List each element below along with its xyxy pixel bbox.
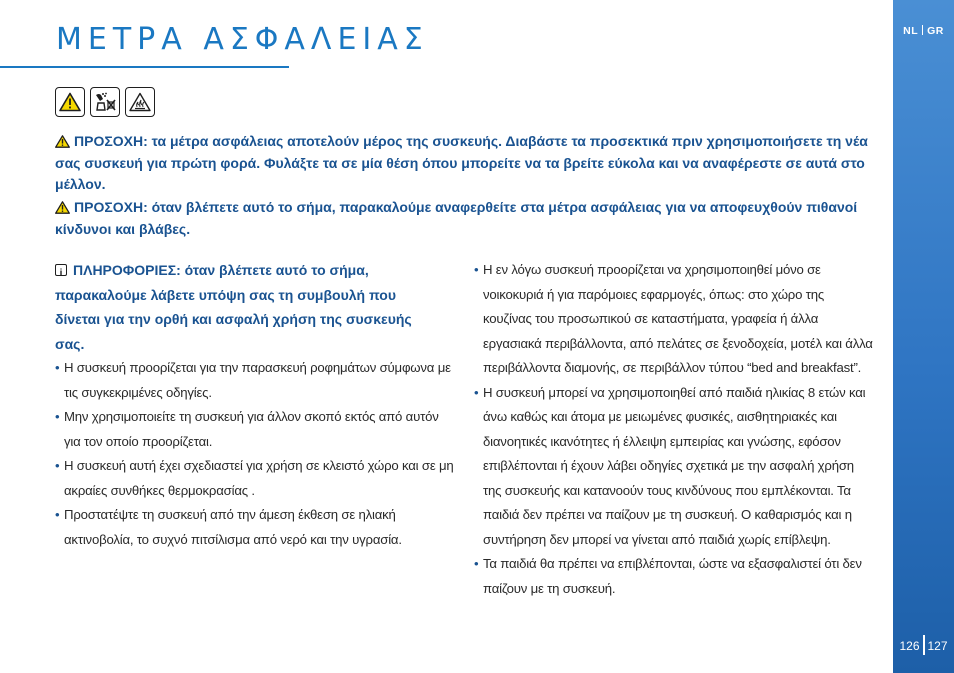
caution-sign-text: ΠΡΟΣΟΧΗ: όταν βλέπετε αυτό το σήμα, παρακαλούμε αναφερθείτε στα μέτρα ασφάλειας για να αποφευχθούν πιθανοί κίνδυνοι και βλάβες. (55, 199, 858, 237)
caution-text: ΠΡΟΣΟΧΗ: τα μέτρα ασφάλειας αποτελούν μέρος της συσκευής. Διαβάστε τα προσεκτικά πριν χρησιμοποιήσετε τη νέα σας συσκευή για πρώτη φορά. Φυλάξτε τα σε μία θέση όπου μπορείτε να τα βρείτε εύκολα και να αναφέρεστε σε αυτά στο μέλλον. (55, 133, 868, 192)
info-heading (55, 258, 415, 356)
list-item (474, 552, 874, 601)
lang-tab-gr[interactable]: GR (927, 25, 944, 37)
bullet-mark: • (55, 507, 60, 522)
warning-triangle-icon (55, 135, 70, 148)
safety-icons-row (55, 87, 155, 117)
bullet-mark: • (474, 262, 479, 277)
bullet-mark: • (474, 384, 479, 400)
warning-triangle-icon (55, 201, 70, 214)
list-item-text: Η συσκευή μπορεί να χρησιμοποιηθεί από παιδιά ηλικίας 8 ετών και άνω καθώς και άτομα με μειωμένες φυσικές, αισθητηριακές και διανοητικές ικανότητες ή έλλειψη εμπειρίας και γνώσης, εφόσον επιβλέπονται ή έχουν λάβει οδηγίες σχετικά με την ασφαλή χρήση της συσκευής και κατανοούν τους κινδύνους που εμπλέκονται. Τα παιδιά δεν πρέπει να παίζουν με τη συσκευή. Ο καθαρισμός και η συντήρηση δεν μπορεί να γίνεται από παιδιά χωρίς επίβλεψη. (483, 384, 866, 547)
bullet-mark: • (474, 556, 479, 571)
list-item-text: Μην χρησιμοποιείτε τη συσκευή για άλλον σκοπό εκτός από αυτόν για τον οποίο προορίζεται. (64, 409, 439, 449)
no-water-spray-icon (90, 87, 120, 117)
list-item-text: Η συσκευή προορίζεται για την παρασκευή ροφημάτων σύμφωνα με τις συγκεκριμένες οδηγίες. (64, 360, 451, 400)
page-numbers (893, 635, 954, 655)
page-title: ΜΕΤΡΑ ΑΣΦΑΛΕΙΑΣ (56, 22, 429, 57)
list-item (55, 454, 455, 503)
lang-separator (922, 25, 923, 35)
info-icon (55, 264, 67, 276)
left-bullet-list (55, 356, 455, 552)
lang-tab-nl[interactable]: NL (903, 25, 919, 37)
bullet-mark: • (55, 458, 60, 473)
page-number-right: 127 (927, 639, 948, 653)
list-item-text: Η εν λόγω συσκευή προορίζεται να χρησιμοποιηθεί μόνο σε νοικοκυριά ή για παρόμοιες εφαρμογές, όπως: στο χώρο της κουζίνας του προσωπικού σε καταστήματα, γραφεία ή άλλα εργασιακά περιβάλλοντα, από πελάτες σε ξενοδοχεία, μοτέλ και άλλα περιβάλλοντα διαμονής, σε περιβάλλον τύπου “bed and breakfast”. (483, 262, 873, 375)
bullet-mark: • (55, 409, 60, 424)
list-item (55, 405, 455, 454)
title-underline (0, 66, 289, 68)
caution-sign-paragraph (55, 197, 870, 240)
language-sidebar (893, 0, 954, 673)
list-item (474, 258, 874, 381)
right-bullet-list (474, 258, 874, 601)
caution-paragraph (55, 131, 870, 196)
right-column (474, 258, 874, 601)
list-item (55, 356, 455, 405)
list-item (474, 381, 874, 553)
page-separator (923, 635, 925, 655)
warning-triangle-icon (55, 87, 85, 117)
info-heading-text: ΠΛΗΡΟΦΟΡΙΕΣ: όταν βλέπετε αυτό το σήμα, παρακαλούμε λάβετε υπόψη σας τη συμβουλή που δίνεται για την ορθή και ασφαλή χρήση της συσκευής σας. (55, 262, 412, 352)
list-item-text: Προστατέψτε τη συσκευή από την άμεση έκθεση σε ηλιακή ακτινοβολία, το συχνό πιτσίλισμα από νερό και την υγρασία. (64, 507, 402, 547)
list-item (55, 503, 455, 552)
list-item-text: Η συσκευή αυτή έχει σχεδιαστεί για χρήση σε κλειστό χώρο και σε μη ακραίες συνθήκες θερμοκρασίας . (64, 458, 454, 498)
hot-surface-icon (125, 87, 155, 117)
list-item-text: Τα παιδιά θα πρέπει να επιβλέπονται, ώστε να εξασφαλιστεί ότι δεν παίζουν με τη συσκευή. (483, 556, 862, 596)
page-number-left: 126 (899, 639, 920, 653)
bullet-mark: • (55, 360, 60, 375)
left-column (55, 258, 455, 552)
language-tabs (893, 25, 954, 37)
